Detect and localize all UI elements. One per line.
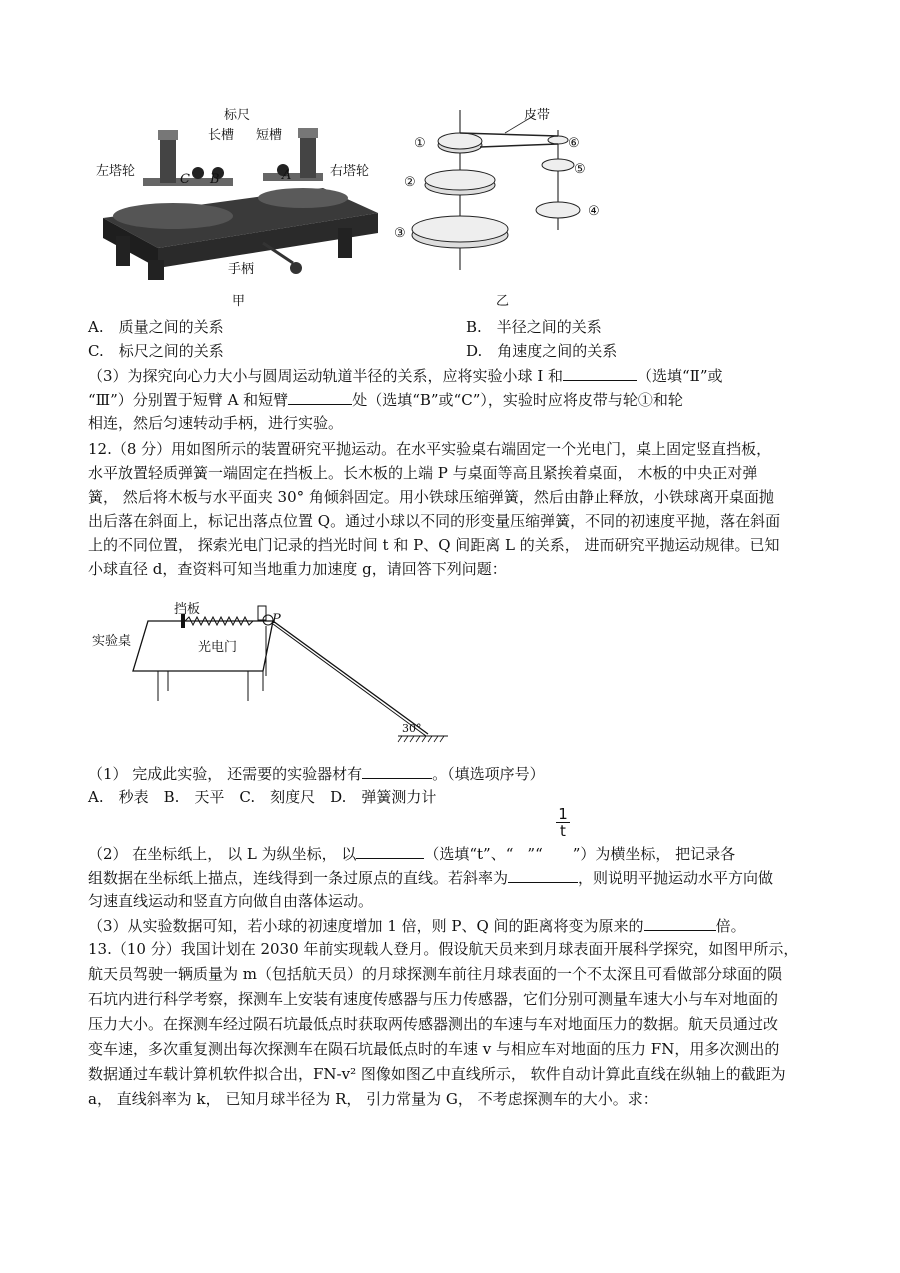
q11-option-d: D. 角速度之间的关系 <box>466 342 618 360</box>
label-b: B <box>210 172 220 187</box>
label-duancao: 短槽 <box>256 128 283 143</box>
q11-option-c: C. 标尺之间的关系 <box>88 342 224 360</box>
label-baffle: 挡板 <box>174 602 201 617</box>
caption-yi: 乙 <box>496 294 510 309</box>
label-angle: 30° <box>402 722 422 735</box>
label-n5: ⑤ <box>574 162 586 177</box>
q13-line1: 13.（10 分）我国计划在 2030 年前实现载人登月。假设航天员来到月球表面开展科学探究，如图甲所示， <box>88 940 799 958</box>
q12-2-line1: （2） 在坐标纸上， 以 L 为纵坐标， 以 （选填“t”、“ ”“ ”）为横坐标， 把记录各 <box>88 842 735 865</box>
answer-blank[interactable] <box>356 842 424 859</box>
q12-2-line2: 组数据在坐标纸上描点，连线得到一条过原点的直线。若斜率为 ，则说明平抛运动水平方向做 <box>88 866 773 889</box>
q13-line3: 石坑内进行科学考察，探测车上安装有速度传感器与压力传感器，它们分别可测量车速大小与车对地面的 <box>88 990 779 1008</box>
q12-line3: 簧， 然后将木板与水平面夹 30° 角倾斜固定。用小铁球压缩弹簧，然后由静止释放，小铁球离开桌面抛 <box>88 488 774 506</box>
label-n2: ② <box>404 175 416 190</box>
tower-wheel-figure <box>410 105 630 275</box>
q12-2-line3: 匀速直线运动和竖直方向做自由落体运动。 <box>88 892 374 910</box>
q12-line2: 水平放置轻质弹簧一端固定在挡板上。长木板的上端 P 与桌面等高且紧挨着桌面， 木板的中央正对弹 <box>88 464 758 482</box>
fraction-1-over-t: 1 t <box>556 806 570 839</box>
label-n6: ⑥ <box>568 136 580 151</box>
q12-3-line: （3）从实验数据可知，若小球的初速度增加 1 倍，则 P、Q 间的距离将变为原来的 倍。 <box>88 914 746 937</box>
q12-1-line: （1） 完成此实验， 还需要的实验器材有 。（填选项序号） <box>88 762 545 785</box>
answer-blank[interactable] <box>508 866 578 883</box>
caption-jia: 甲 <box>232 294 246 309</box>
q12-1-options: A. 秒表 B. 天平 C. 刻度尺 D. 弹簧测力计 <box>88 788 437 806</box>
q12-line4: 出后落在斜面上，标记出落点位置 Q。通过小球以不同的形变量压缩弹簧，不同的初速度平抛，落在斜面 <box>88 512 781 530</box>
q12-line6: 小球直径 d，查资料可知当地重力加速度 g，请回答下列问题： <box>88 560 507 578</box>
apparatus-figure <box>88 118 388 308</box>
label-n3: ③ <box>394 226 406 241</box>
q11-3-line1: （3）为探究向心力大小与圆周运动轨道半径的关系，应将实验小球 Ⅰ 和 （选填“Ⅱ”或 <box>88 364 723 387</box>
label-left-wheel: 左塔轮 <box>96 164 136 179</box>
label-biaochi: 标尺 <box>224 108 251 123</box>
label-n1: ① <box>414 136 426 151</box>
label-c: C <box>180 172 190 187</box>
q11-option-a: A. 质量之间的关系 <box>88 318 224 336</box>
q11-3-line2: “Ⅲ”）分别置于短臂 A 和短臂 处（选填“B”或“C”），实验时应将皮带与轮①和轮 <box>88 388 683 411</box>
q13-line6: 数据通过车载计算机软件拟合出，FN-v² 图像如图乙中直线所示， 软件自动计算此直线在纵轴上的截距为 <box>88 1065 786 1083</box>
q13-line7: a， 直线斜率为 k， 已知月球半径为 R， 引力常量为 G， 不考虑探测车的大小。求： <box>88 1090 658 1108</box>
label-belt: 皮带 <box>524 108 551 123</box>
q11-option-b: B. 半径之间的关系 <box>466 318 602 336</box>
answer-blank[interactable] <box>362 762 432 779</box>
answer-blank[interactable] <box>288 388 352 405</box>
q13-line5: 变车速，多次重复测出每次探测车在陨石坑最低点时的车速 v 与相应车对地面的压力 FN，用多次测出的 <box>88 1040 780 1058</box>
q13-line4: 压力大小。在探测车经过陨石坑最低点时获取两传感器测出的车速与车对地面压力的数据。航天员通过改 <box>88 1015 779 1033</box>
label-changcao: 长槽 <box>208 128 235 143</box>
answer-blank[interactable] <box>563 364 637 381</box>
label-handle: 手柄 <box>228 262 255 277</box>
label-p: P <box>272 612 281 627</box>
label-gate: 光电门 <box>198 640 238 655</box>
label-a: A <box>282 168 292 183</box>
label-right-wheel: 右塔轮 <box>330 164 370 179</box>
label-n4: ④ <box>588 204 600 219</box>
q11-3-line3: 相连，然后匀速转动手柄，进行实验。 <box>88 414 344 432</box>
q12-line1: 12.（8 分）用如图所示的装置研究平抛运动。在水平实验桌右端固定一个光电门，桌上固定竖直挡板， <box>88 440 772 458</box>
q13-line2: 航天员驾驶一辆质量为 m（包括航天员）的月球探测车前往月球表面的一个不太深且可看做部分球面的陨 <box>88 965 782 983</box>
answer-blank[interactable] <box>644 914 716 931</box>
label-table: 实验桌 <box>92 634 132 649</box>
q12-line5: 上的不同位置， 探索光电门记录的挡光时间 t 和 P、Q 间距离 L 的关系， 进而研究平抛运动规律。已知 <box>88 536 780 554</box>
